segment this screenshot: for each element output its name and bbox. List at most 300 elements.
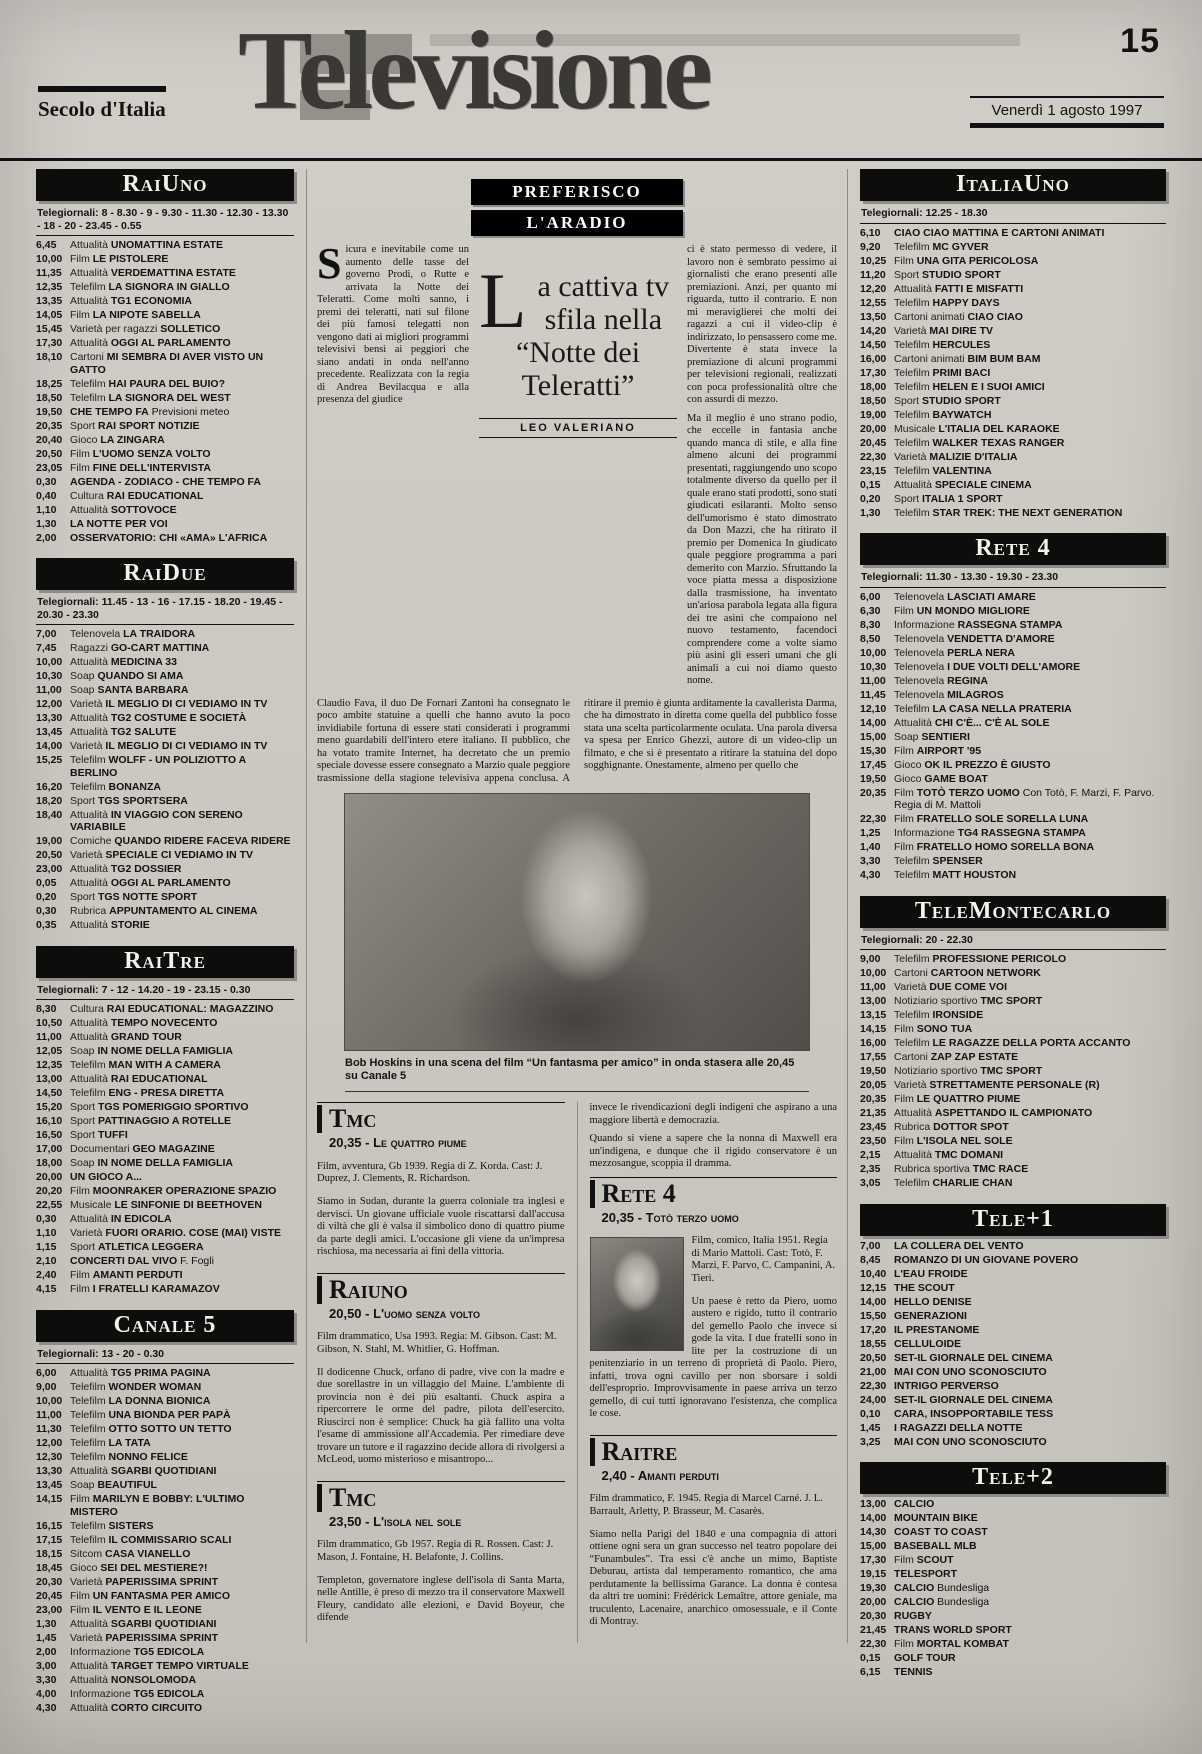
listing-row bbox=[36, 726, 294, 739]
listing-text bbox=[894, 1093, 1020, 1106]
listing-row bbox=[36, 295, 294, 308]
listing-time: 11,00 bbox=[36, 1031, 62, 1043]
listing-row bbox=[860, 1582, 1166, 1595]
listing-genre: Gioco bbox=[70, 433, 101, 446]
listing-row bbox=[860, 787, 1166, 812]
listing-genre: Sport bbox=[70, 1115, 99, 1127]
listing-time: 1,40 bbox=[860, 841, 881, 853]
film-box-credits: Film, comico, Italia 1951. Regia di Mario Mattoli. Cast: Totò, F. Marzi, F. Parvo, C. Campanini, A. Tieri. bbox=[691, 1235, 836, 1284]
listing-genre: Musicale bbox=[894, 422, 939, 435]
listing-title: LA NIPOTE SABELLA bbox=[92, 309, 201, 321]
listing-genre: Telenovela bbox=[894, 688, 948, 701]
listing-text bbox=[894, 479, 1032, 492]
listing-title: SOTTOVOCE bbox=[110, 503, 177, 516]
listing-genre: Film bbox=[70, 309, 93, 321]
listing-text bbox=[70, 656, 177, 669]
listing-text bbox=[894, 409, 991, 422]
listing-genre: Soap bbox=[894, 730, 922, 743]
listing-title: GAME BOAT bbox=[924, 772, 988, 785]
listing-title: RUGBY bbox=[894, 1610, 932, 1622]
listing-title: OSSERVATORIO: CHI «AMA» L'AFRICA bbox=[70, 531, 268, 544]
listing-title: SENTIERI bbox=[921, 730, 970, 743]
listing-text bbox=[70, 1087, 224, 1100]
listing-row bbox=[36, 1213, 294, 1226]
channel-header: RaiDue bbox=[36, 558, 294, 590]
listing-time: 14,00 bbox=[860, 1295, 887, 1308]
channel-raidue bbox=[36, 558, 294, 932]
listing-genre: Attualità bbox=[70, 1659, 111, 1672]
listing-genre: Attualità bbox=[70, 1073, 111, 1085]
listing-time: 0,35 bbox=[36, 919, 57, 931]
listing-text bbox=[70, 239, 223, 252]
listing-genre: Telefilm bbox=[894, 506, 933, 519]
listing-time: 0,30 bbox=[36, 905, 57, 917]
listing-row bbox=[860, 1023, 1166, 1036]
listing-row bbox=[860, 827, 1166, 840]
listing-time: 23,50 bbox=[860, 1135, 887, 1147]
listing-title: UN FANTASMA PER AMICO bbox=[92, 1589, 231, 1602]
listing-time: 6,00 bbox=[860, 590, 881, 603]
listing-title: OK IL PREZZO È GIUSTO bbox=[924, 758, 1051, 771]
listing-row bbox=[860, 1394, 1166, 1407]
listing-text bbox=[70, 1562, 208, 1575]
article-paragraph: Ma il meglio è uno strano podio, che eccelle in fantasia anche quando manca di stile, e alla fine almeno alcuni dei programmi presentati, raggiungendo uno scopo totalmente diverso da quello per il quale erano stati prodotti, sono stati giudicati esilaranti. Molto senso dell'umorismo è stato dimostrato da Don Mazzi, che ha ritirato il premio per Domenica In giudicato quale peggiore programma a pari demerito con Marzio. Sfruttando la voce piatta messa a disposizione dalla trasmissione, ha inventato un'ariosa parabola legata alla figura dei tre asini che compaiono nel nuovo testamento, facendoci comprendere come a volte siamo più asini gli esseri umani che gli animali a cui noi diamo questo nome. bbox=[687, 412, 837, 686]
listing-text bbox=[70, 253, 168, 266]
listing-row bbox=[36, 712, 294, 725]
article-paragraph: Sicura e inevitabile come un aumento delle tasse del governo Prodi, o Rutte e arrivata la Notte dei Teleratti. Come molti sanno, i premi dei teleratti, nati sul filone dei più famosi telegatti non vengono dati ai migliori programmi televisivi bensì ai peggiori che siano andati in onda nell'anno precedente. Realizzata con la regia di Andrea Bevilacqua e alla presenza del giudice bbox=[317, 239, 469, 405]
listing-row bbox=[860, 605, 1166, 618]
listing-genre: Telefilm bbox=[70, 1423, 109, 1435]
listing-genre: Telefilm bbox=[894, 464, 933, 477]
listing-time: 4,00 bbox=[36, 1687, 57, 1700]
listing-time: 19,50 bbox=[860, 772, 887, 785]
listing-text bbox=[70, 726, 176, 739]
listing-time: 18,40 bbox=[36, 808, 63, 821]
listing-title: CARTOON NETWORK bbox=[930, 967, 1041, 979]
listing-title: MC GYVER bbox=[932, 240, 989, 253]
listing-row bbox=[36, 476, 294, 489]
listing-title: LA TATA bbox=[108, 1437, 151, 1449]
photo-toto bbox=[590, 1237, 684, 1351]
listing-row bbox=[860, 451, 1166, 464]
listing-time: 10,30 bbox=[860, 660, 887, 673]
listing-time: 2,00 bbox=[36, 531, 57, 544]
listing-row bbox=[860, 703, 1166, 716]
listing-time: 12,55 bbox=[860, 296, 887, 309]
listing-genre: Rubrica bbox=[70, 905, 110, 917]
listing-text bbox=[894, 507, 1122, 520]
listing-genre: Attualità bbox=[894, 716, 935, 729]
listing-time: 3,25 bbox=[860, 1435, 881, 1448]
listing-title: CONCERTI DAL VIVO bbox=[70, 1255, 178, 1267]
listing-time: 9,00 bbox=[36, 1381, 57, 1393]
listing-time: 1,25 bbox=[860, 827, 881, 839]
listing-title: IL PRESTANOME bbox=[894, 1323, 980, 1336]
listing-text bbox=[894, 647, 1015, 660]
film-box-channel: Raitre bbox=[590, 1438, 838, 1466]
listing-genre: Film bbox=[70, 1185, 93, 1197]
channel-header: TeleMontecarlo bbox=[860, 896, 1166, 928]
listing-time: 24,00 bbox=[860, 1393, 887, 1406]
listing-text bbox=[70, 877, 231, 890]
listing-title: SCOUT bbox=[916, 1554, 954, 1566]
listing-time: 22,30 bbox=[860, 1379, 887, 1392]
listing-text bbox=[894, 605, 1030, 618]
listing-text bbox=[70, 740, 267, 753]
listing-genre: Film bbox=[70, 1269, 93, 1281]
listing-time: 1,45 bbox=[36, 1631, 57, 1644]
listing-text bbox=[894, 591, 1036, 604]
listing-text bbox=[894, 437, 1064, 450]
listing-text bbox=[894, 1568, 957, 1581]
listing-title: CELLULOIDE bbox=[894, 1337, 962, 1350]
listing-time: 6,30 bbox=[860, 604, 881, 617]
listing-genre: Film bbox=[894, 1135, 917, 1147]
listing-title: MAN WITH A CAMERA bbox=[108, 1059, 221, 1071]
channel-header: Tele+1 bbox=[860, 1204, 1166, 1236]
listing-title: TEMPO NOVECENTO bbox=[110, 1017, 218, 1029]
listing-text bbox=[894, 633, 1055, 646]
listing-row bbox=[36, 253, 294, 266]
listing-row bbox=[36, 392, 294, 405]
listing-time: 17,30 bbox=[860, 366, 887, 379]
listing-row bbox=[36, 877, 294, 890]
listing-row bbox=[860, 409, 1166, 422]
listing-text bbox=[894, 1554, 954, 1567]
listing-text bbox=[894, 1338, 961, 1351]
listing-title: RAI EDUCATIONAL: MAGAZZINO bbox=[106, 1003, 274, 1015]
listing-row bbox=[860, 675, 1166, 688]
listing-row bbox=[860, 1666, 1166, 1679]
listing-title: PROFESSIONE PERICOLO bbox=[932, 953, 1067, 965]
listing-genre: Attualità bbox=[70, 1673, 111, 1686]
listing-row bbox=[860, 953, 1166, 966]
listing-time: 3,05 bbox=[860, 1177, 881, 1189]
listing-time: 20,50 bbox=[860, 1351, 887, 1364]
listing-genre: Informazione bbox=[70, 1687, 134, 1700]
listing-time: 16,20 bbox=[36, 780, 63, 793]
listing-genre: Attualità bbox=[70, 1367, 111, 1379]
listing-row bbox=[36, 1087, 294, 1100]
listing-time: 19,50 bbox=[860, 1065, 887, 1077]
left-listings-column bbox=[36, 169, 294, 1728]
listing-time: 22,55 bbox=[36, 1199, 63, 1211]
listing-time: 11,35 bbox=[36, 267, 62, 279]
film-box-description: Siamo nella Parigi del 1840 e una compagnia di attori ottiene ogni sera un gran successo nel teatro popolare dei “Funambules”. Tra essi c'è anche un mimo, Baptiste Deburau, artista dal temperamento romantico, che ama perdutamente la bellissima Garance. La donna è contesa da altri tre uomini: Frédérick Lemaître, attore geniale, ma truculento, Lacenaire, anarchico omosessuale, e il Conte di Montray. bbox=[589, 1528, 837, 1627]
listing-text bbox=[70, 476, 261, 489]
issue-date: Venerdì 1 agosto 1997 bbox=[970, 96, 1164, 128]
listing-text bbox=[894, 1163, 1028, 1176]
listing-title: VERDEMATTINA ESTATE bbox=[110, 267, 236, 279]
listing-genre: Telefilm bbox=[894, 240, 933, 253]
listing-row bbox=[860, 1596, 1166, 1609]
channel-tele-1 bbox=[860, 1204, 1166, 1449]
listing-row bbox=[36, 656, 294, 669]
listing-genre: Telefilm bbox=[70, 754, 109, 766]
listing-time: 18,50 bbox=[36, 391, 63, 404]
listing-genre: Film bbox=[894, 604, 917, 617]
listing-text bbox=[894, 1310, 967, 1323]
listing-row bbox=[860, 367, 1166, 380]
listing-genre: Telefilm bbox=[894, 436, 933, 449]
listing-time: 13,15 bbox=[860, 1009, 887, 1021]
listing-text bbox=[894, 1282, 955, 1295]
listing-time: 14,50 bbox=[860, 338, 887, 351]
listing-row bbox=[36, 1409, 294, 1422]
listing-text bbox=[894, 773, 988, 786]
listing-row bbox=[860, 841, 1166, 854]
listing-time: 11,45 bbox=[860, 688, 886, 701]
listing-genre: Film bbox=[70, 447, 93, 460]
listing-time: 18,10 bbox=[36, 351, 63, 363]
photo-caption: Bob Hoskins in una scena del film “Un fantasma per amico” in onda stasera alle 20,45 su Canale 5 bbox=[345, 1055, 809, 1092]
listing-text bbox=[894, 1526, 988, 1539]
listing-text bbox=[894, 967, 1041, 980]
listing-genre: Informazione bbox=[70, 1645, 134, 1658]
listing-text bbox=[70, 1045, 233, 1058]
listing-text bbox=[70, 1185, 276, 1198]
listing-time: 20,35 bbox=[860, 786, 887, 799]
listing-title: IL MEGLIO DI CI VEDIAMO IN TV bbox=[105, 740, 268, 752]
listing-time: 10,00 bbox=[36, 656, 63, 668]
listing-text bbox=[70, 1101, 249, 1114]
listing-text bbox=[894, 1051, 1018, 1064]
listing-genre: Attualità bbox=[894, 1149, 935, 1161]
listing-time: 11,00 bbox=[36, 684, 62, 696]
listing-time: 13,00 bbox=[36, 1073, 63, 1085]
listing-row bbox=[36, 863, 294, 876]
listing-text bbox=[894, 1624, 1012, 1637]
telegiornali-line: Telegiornali: 20 - 22.30 bbox=[860, 932, 1166, 951]
listing-time: 20,05 bbox=[860, 1079, 887, 1091]
listing-row bbox=[860, 1254, 1166, 1267]
listing-row bbox=[860, 1324, 1166, 1337]
listing-text bbox=[70, 754, 294, 779]
listing-text bbox=[70, 1003, 273, 1016]
listing-text bbox=[70, 891, 197, 904]
film-boxes-right bbox=[577, 1102, 838, 1643]
listing-time: 13,30 bbox=[36, 712, 63, 724]
listing-title: IRONSIDE bbox=[932, 1009, 984, 1021]
listing-time: 16,15 bbox=[36, 1519, 63, 1532]
channel-header: RaiUno bbox=[36, 169, 294, 201]
listing-title: TRANS WORLD SPORT bbox=[894, 1624, 1012, 1636]
listing-text bbox=[70, 1171, 142, 1184]
channel-raitre bbox=[36, 946, 294, 1296]
listing-genre: Telenovela bbox=[894, 646, 948, 659]
listing-text bbox=[894, 493, 1003, 506]
listing-time: 0,15 bbox=[860, 1652, 881, 1664]
listing-row bbox=[860, 1408, 1166, 1421]
listing-time: 15,00 bbox=[860, 730, 887, 743]
listing-genre: Telefilm bbox=[894, 408, 933, 421]
listing-title: CIAO CIAO MATTINA E CARTONI ANIMATI bbox=[894, 226, 1105, 239]
listing-row bbox=[36, 378, 294, 391]
listing-genre: Telefilm bbox=[70, 1519, 109, 1532]
listing-time: 11,00 bbox=[860, 674, 886, 687]
listing-title: AIRPORT '95 bbox=[916, 744, 982, 757]
listing-title: UNOMATTINA ESTATE bbox=[110, 239, 224, 251]
listing-text bbox=[70, 378, 225, 391]
listing-genre: Informazione bbox=[894, 618, 958, 631]
listing-row bbox=[36, 351, 294, 376]
listing-title: LE RAGAZZE DELLA PORTA ACCANTO bbox=[932, 1037, 1131, 1049]
listing-row bbox=[36, 919, 294, 932]
listing-row bbox=[860, 1282, 1166, 1295]
pull-quote-block bbox=[479, 244, 677, 694]
listing-title: SET-IL GIORNALE DEL CINEMA bbox=[894, 1351, 1053, 1364]
listing-genre: Film bbox=[70, 1603, 93, 1616]
listing-row bbox=[36, 1031, 294, 1044]
pull-quote: La cattiva tv sfila nella “Notte dei Teleratti” bbox=[479, 257, 670, 402]
telegiornali-line: Telegiornali: 11.30 - 13.30 - 19.30 - 23.30 bbox=[860, 569, 1166, 588]
listing-title: TG2 COSTUME E SOCIETÀ bbox=[110, 712, 247, 724]
listing-genre: Attualità bbox=[70, 877, 111, 889]
listing-time: 4,30 bbox=[860, 869, 881, 881]
listing-time: 8,45 bbox=[860, 1253, 881, 1266]
listing-title: PATTINAGGIO A ROTELLE bbox=[98, 1115, 232, 1127]
listing-text bbox=[894, 1366, 1047, 1379]
listing-genre: Sport bbox=[894, 394, 923, 407]
listing-row bbox=[860, 661, 1166, 674]
listing-title: GRAND TOUR bbox=[110, 1031, 182, 1043]
listing-genre: Varietà bbox=[70, 740, 106, 752]
listing-title: TMC SPORT bbox=[980, 995, 1043, 1007]
listing-title: THE SCOUT bbox=[894, 1281, 955, 1294]
listing-text bbox=[70, 1646, 204, 1659]
listing-title: ZAP ZAP ESTATE bbox=[930, 1051, 1019, 1063]
listing-row bbox=[36, 1520, 294, 1533]
listing-time: 1,45 bbox=[860, 1421, 881, 1434]
listing-time: 2,10 bbox=[36, 1255, 57, 1267]
listing-title: TGS POMERIGGIO SPORTIVO bbox=[98, 1101, 249, 1113]
listing-time: 19,50 bbox=[36, 405, 63, 418]
listing-text bbox=[894, 675, 988, 688]
listing-genre: Attualità bbox=[70, 808, 111, 821]
listing-time: 1,30 bbox=[860, 506, 881, 519]
listing-title: MAI DIRE TV bbox=[929, 324, 994, 337]
badge-line2: L'ARADIO bbox=[471, 210, 683, 236]
listing-time: 13,30 bbox=[36, 1465, 63, 1477]
listing-row bbox=[36, 1129, 294, 1142]
listing-text bbox=[70, 1590, 230, 1603]
listing-time: 0,20 bbox=[860, 492, 881, 505]
listing-time: 14,15 bbox=[36, 1493, 63, 1505]
article-continuation: Quando si viene a sapere che la nonna di Maxwell era un'indigena, e dunque che il rigido conservatore è un mezzosangue, scoppia il dramma. bbox=[589, 1133, 837, 1169]
listing-title: FRATELLO SOLE SORELLA LUNA bbox=[916, 813, 1089, 825]
film-box-description: Il dodicenne Chuck, orfano di padre, vive con la madre e due sorellastre in un villaggio del Maine. L'ambiente di provincia non è dei più esaltanti. Chuck aspira a ripercorrere le orme del padre, pilota dell'esercito. Riuscirci non è semplice: Chuck ha già fallito una volta l'esame di ammissione all'Accademia. Per rimediare deve trovare un tutore e il ragazzino decide allora di rivolgersi a McLeod, uomo misterioso e misantropo... bbox=[317, 1366, 565, 1465]
listing-text bbox=[70, 795, 188, 808]
listing-genre: Gioco bbox=[894, 758, 925, 771]
listing-title: SGARBI QUOTIDIANI bbox=[110, 1465, 217, 1477]
listing-time: 23,00 bbox=[36, 1603, 63, 1616]
channel-telemontecarlo bbox=[860, 896, 1166, 1190]
listing-genre: Attualità bbox=[70, 1465, 111, 1477]
listing-text bbox=[70, 684, 188, 697]
listing-text bbox=[70, 1702, 202, 1715]
listing-row bbox=[860, 1610, 1166, 1623]
listing-title: PRIMI BACI bbox=[932, 366, 991, 379]
listing-time: 15,00 bbox=[860, 1540, 887, 1552]
listing-title: FUORI ORARIO. COSE (MAI) VISTE bbox=[105, 1227, 282, 1239]
listing-row bbox=[36, 337, 294, 350]
film-box-body-wrap bbox=[317, 1161, 565, 1259]
listing-text bbox=[894, 1436, 1047, 1449]
telegiornali-line: Telegiornali: 13 - 20 - 0.30 bbox=[36, 1346, 294, 1365]
listing-title: STUDIO SPORT bbox=[922, 268, 1001, 281]
listing-row bbox=[860, 1121, 1166, 1134]
listing-text bbox=[894, 311, 1023, 324]
listing-text bbox=[70, 1493, 294, 1518]
listing-row bbox=[36, 698, 294, 711]
listing-time: 13,00 bbox=[860, 995, 887, 1007]
listing-time: 11,00 bbox=[860, 981, 886, 993]
listing-genre: Film bbox=[894, 813, 917, 825]
listing-title: INTRIGO PERVERSO bbox=[894, 1379, 999, 1392]
article-continuation: invece le rivendicazioni degli indigeni che aspirano a una maggiore libertà e democrazia. bbox=[589, 1102, 837, 1126]
listing-text bbox=[70, 1381, 201, 1394]
listing-row bbox=[860, 1624, 1166, 1637]
listing-row bbox=[36, 1241, 294, 1254]
listing-row bbox=[860, 981, 1166, 994]
listing-time: 20,50 bbox=[36, 849, 63, 861]
listing-time: 20,20 bbox=[36, 1185, 63, 1197]
listing-text bbox=[894, 367, 990, 380]
listing-text bbox=[70, 392, 231, 405]
listing-row bbox=[36, 849, 294, 862]
film-box-channel: Rete 4 bbox=[590, 1180, 838, 1208]
listing-title: CALCIO bbox=[894, 1582, 935, 1594]
listing-genre: Soap bbox=[70, 684, 98, 696]
listing-row bbox=[36, 1017, 294, 1030]
channel-header: Rete 4 bbox=[860, 533, 1166, 565]
listing-title: PAPERISSIMA SPRINT bbox=[105, 1631, 219, 1644]
listing-time: 23,05 bbox=[36, 461, 63, 474]
listing-text bbox=[894, 339, 990, 352]
listing-title: TG5 EDICOLA bbox=[133, 1687, 205, 1700]
listing-text bbox=[894, 1610, 932, 1623]
listing-text bbox=[70, 281, 230, 294]
byline: LEO VALERIANO bbox=[479, 418, 677, 438]
listing-title: BAYWATCH bbox=[932, 408, 992, 421]
listing-time: 6,10 bbox=[860, 226, 881, 239]
listing-title: CALCIO bbox=[894, 1596, 935, 1608]
listing-genre: Attualità bbox=[894, 478, 935, 491]
listing-title: GOLF TOUR bbox=[894, 1652, 956, 1664]
listing-row bbox=[860, 1268, 1166, 1281]
listing-time: 6,00 bbox=[36, 1367, 57, 1379]
listing-title: TMC RACE bbox=[972, 1163, 1029, 1175]
listing-row bbox=[36, 1534, 294, 1547]
listing-row bbox=[36, 1702, 294, 1715]
listing-time: 10,00 bbox=[36, 1395, 63, 1407]
listing-time: 1,30 bbox=[36, 1617, 57, 1630]
listing-row bbox=[860, 1422, 1166, 1435]
listing-row bbox=[860, 1163, 1166, 1176]
listing-row bbox=[860, 423, 1166, 436]
listing-time: 12,00 bbox=[36, 698, 63, 710]
listing-time: 0,20 bbox=[36, 891, 57, 903]
listing-time: 2,00 bbox=[36, 1645, 57, 1658]
listing-title: QUANDO SI AMA bbox=[97, 670, 184, 682]
listing-row bbox=[860, 493, 1166, 506]
listing-genre: Telefilm bbox=[70, 1381, 109, 1393]
listing-text bbox=[894, 283, 1023, 296]
listing-genre: Telefilm bbox=[894, 296, 933, 309]
listing-time: 10,40 bbox=[860, 1267, 887, 1280]
listing-title: LE QUATTRO PIUME bbox=[916, 1093, 1021, 1105]
listing-row bbox=[860, 745, 1166, 758]
